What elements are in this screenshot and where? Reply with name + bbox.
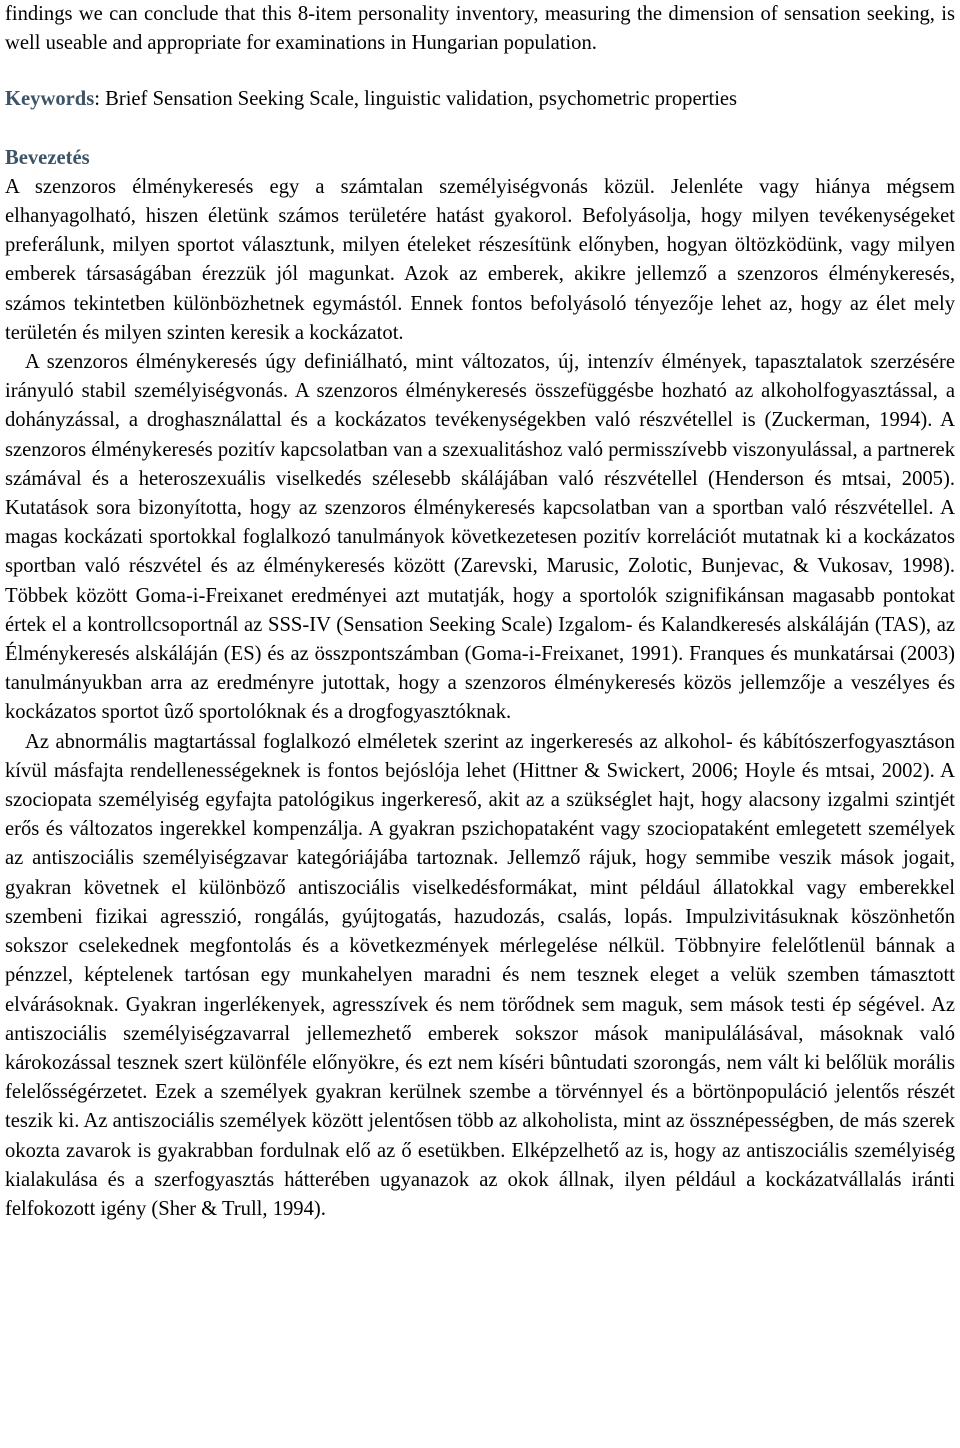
abstract-tail-paragraph: findings we can conclude that this 8-item personality inventory, measuring the dimension of sensation seeking, is well useable and appropriate for examinations in Hungarian population. (5, 3, 955, 55)
keywords-line (5, 85, 955, 114)
body-paragraph-2: A szenzoros élménykeresés úgy definiálható, mint változatos, új, intenzív élmények, tapasztalatok szerzésére irányuló stabil személyiségvonás. A szenzoros élménykeresés összefüggésbe hozható az alkoholfogyasztással, a dohányzással, a droghasználattal és a kockázatos tevékenységekben való részvétellel is (Zuckerman, 1994). A szenzoros élménykeresés pozitív kapcsolatban van a szexualitáshoz való permisszívebb viszonyulással, a partnerek számával és a heteroszexuális viselkedés szélesebb skálájában való részvétellel (Henderson és mtsai, 2005). Kutatások sora bizonyította, hogy az szenzoros élménykeresés kapcsolatban van a sportban való részvétellel. A magas kockázati sportokkal foglalkozó tanulmányok következetesen pozitív korrelációt mutatnak ki a kockázatos sportban való részvétel és az élménykeresés között (Zarevski, Marusic, Zolotic, Bunjevac, & Vukosav, 1998). Többek között Goma-i-Freixanet eredményei azt mutatják, hogy a sportolók szignifikánsan magasabb pontokat értek el a kontrollcsoportnál az SSS-IV (Sensation Seeking Scale) Izgalom- és Kalandkeresés alskáláján (TAS), az Élménykeresés alskáláján (ES) és az összpontszámban (Goma-i-Freixanet, 1991). Franques és munkatársai (2003) tanulmányukban arra az eredményre jutottak, hogy a szenzoros élménykeresés közös jellemzője a veszélyes és kockázatos sportot ûző sportolóknak és a drogfogyasztóknak. (5, 351, 955, 724)
section-heading: Bevezetés (5, 146, 90, 169)
document-page (5, 0, 955, 1224)
body-paragraph-1: A szenzoros élménykeresés egy a számtalan személyiségvonás közül. Jelenléte vagy hiánya mégsem elhanyagolható, hiszen életünk számos területére hatást gyakorol. Befolyásolja, hogy milyen tevékenységeket preferálunk, milyen sportot választunk, milyen ételeket részesítünk előnyben, hogyan öltözködünk, vagy milyen emberek társaságában érezzük jól magunkat. Azok az emberek, akikre jellemző a szenzoros élménykeresés, számos tekintetben különbözhetnek egymástól. Ennek fontos befolyásoló tényezője lehet az, hogy az élet mely területén és milyen szinten keresik a kockázatot. (5, 175, 955, 344)
keywords-text: : Brief Sensation Seeking Scale, linguistic validation, psychometric properties (94, 88, 738, 111)
body-paragraph-3: Az abnormális magtartással foglalkozó elméletek szerint az ingerkeresés az alkohol- és kábítószerfogyasztáson kívül másfajta rendellenességeknek is fontos bejóslója lehet (Hittner & Swickert, 2006; Hoyle és mtsai, 2002). A szociopata személyiség egyfajta patológikus ingerkereső, akit az a szükséglet hajt, hogy alacsony izgalmi szintjét erős és változatos ingerekkel kompenzálja. A gyakran pszichopataként vagy szociopataként emlegetett személyek az antiszociális személyiségzavar kategóriájába tartoznak. Jellemző rájuk, hogy semmibe veszik mások jogait, gyakran követnek el különböző antiszociális viselkedésformákat, mint például állatokkal vagy emberekkel szembeni fizikai agresszió, rongálás, gyújtogatás, hazudozás, csalás, lopás. Impulzivitásuknak köszönhetőn sokszor cselekednek megfontolás és a következmények mérlegelése nélkül. Többnyire felelőtlenül bánnak a pénzzel, képtelenek tartósan egy munkahelyen maradni és nem tesznek eleget a velük szemben támasztott elvárásoknak. Gyakran ingerlékenyek, agresszívek és nem törődnek sem maguk, sem mások testi ép ségével. Az antiszociális személyiségzavarral jellemezhető emberek sokszor mások manipulálásával, másoknak való károkozással tesznek szert különféle előnyökre, és ezt nem kíséri bûntudati szorongás, nem vált ki belőlük morális felelősségérzetet. Ezek a személyek gyakran kerülnek szembe a törvénnyel és a börtönpopuláció jelentős részét teszik ki. Az antiszociális személyek között jelentősen több az alkoholista, mint az össznépességben, de más szerek okozta zavarok is gyakrabban fordulnak elő az ő esetükben. Elképzelhető az is, hogy az antiszociális személyiség kialakulása és a szerfogyasztás hátterében ugyanazok az okok állnak, ilyen például a kockázatvállalás iránti felfokozott igény (Sher & Trull, 1994). (5, 730, 955, 1220)
keywords-label: Keywords (5, 88, 95, 111)
